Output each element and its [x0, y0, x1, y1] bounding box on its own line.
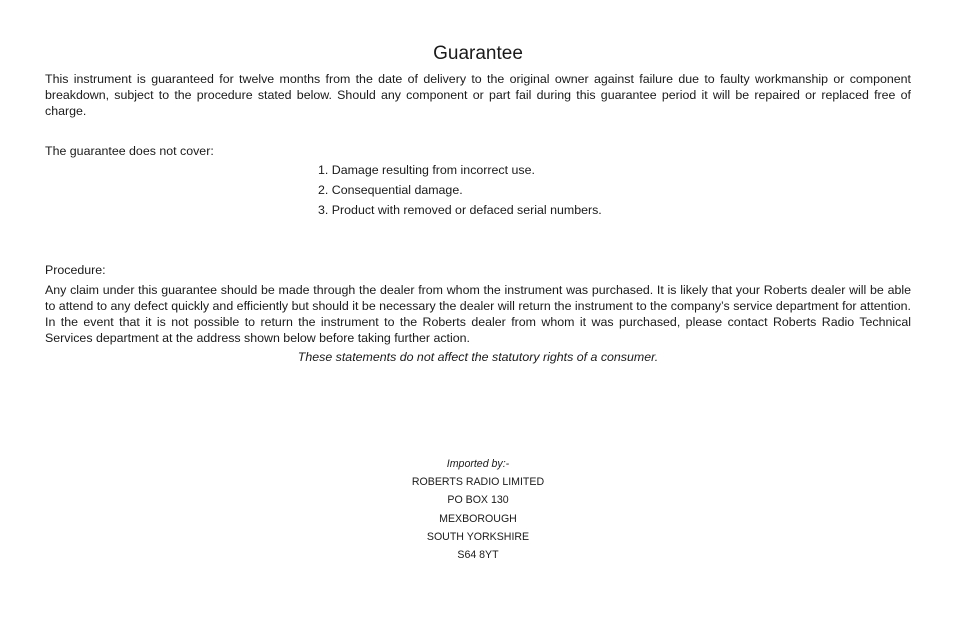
exclusion-item: 1. Damage resulting from incorrect use. — [318, 163, 535, 177]
address-line: MEXBOROUGH — [439, 512, 517, 525]
statutory-note: These statements do not affect the statutory rights of a consumer. — [297, 350, 659, 364]
address-line: SOUTH YORKSHIRE — [426, 530, 530, 543]
exclusions-list — [45, 161, 911, 221]
address-line: S64 8YT — [457, 549, 499, 562]
guarantee-intro: This instrument is guaranteed for twelve months from the date of delivery to the original owner against failure due to faulty workmanship or component breakdown, subject to the procedure stated below. Should any component or part fail during this guarantee period it will be repaired or replaced free of charge. — [45, 72, 911, 118]
address-line: ROBERTS RADIO LIMITED — [411, 476, 545, 488]
not-cover-label: The guarantee does not cover: — [45, 144, 214, 158]
procedure-label: Procedure: — [45, 263, 106, 277]
exclusion-item: 3. Product with removed or defaced serial numbers. — [318, 203, 602, 217]
address-line: PO BOX 130 — [447, 494, 509, 507]
imported-by-label: Imported by:- — [446, 458, 510, 470]
page-title: Guarantee — [433, 43, 523, 64]
exclusion-item: 2. Consequential damage. — [318, 183, 463, 197]
importer-address — [45, 457, 911, 564]
guarantee-page — [45, 0, 911, 637]
procedure-text: Any claim under this guarantee should be made through the dealer from whom the instrument was purchased. It is likely that your Roberts dealer will be able to attend to any defect quickly and efficiently but should it be necessary the dealer will return the instrument to the company’s service department for attention. In the event that it is not possible to return the instrument to the Roberts dealer from whom it was purchased, please contact Roberts Radio Technical Services department at the address shown below before taking further action. — [45, 283, 911, 345]
